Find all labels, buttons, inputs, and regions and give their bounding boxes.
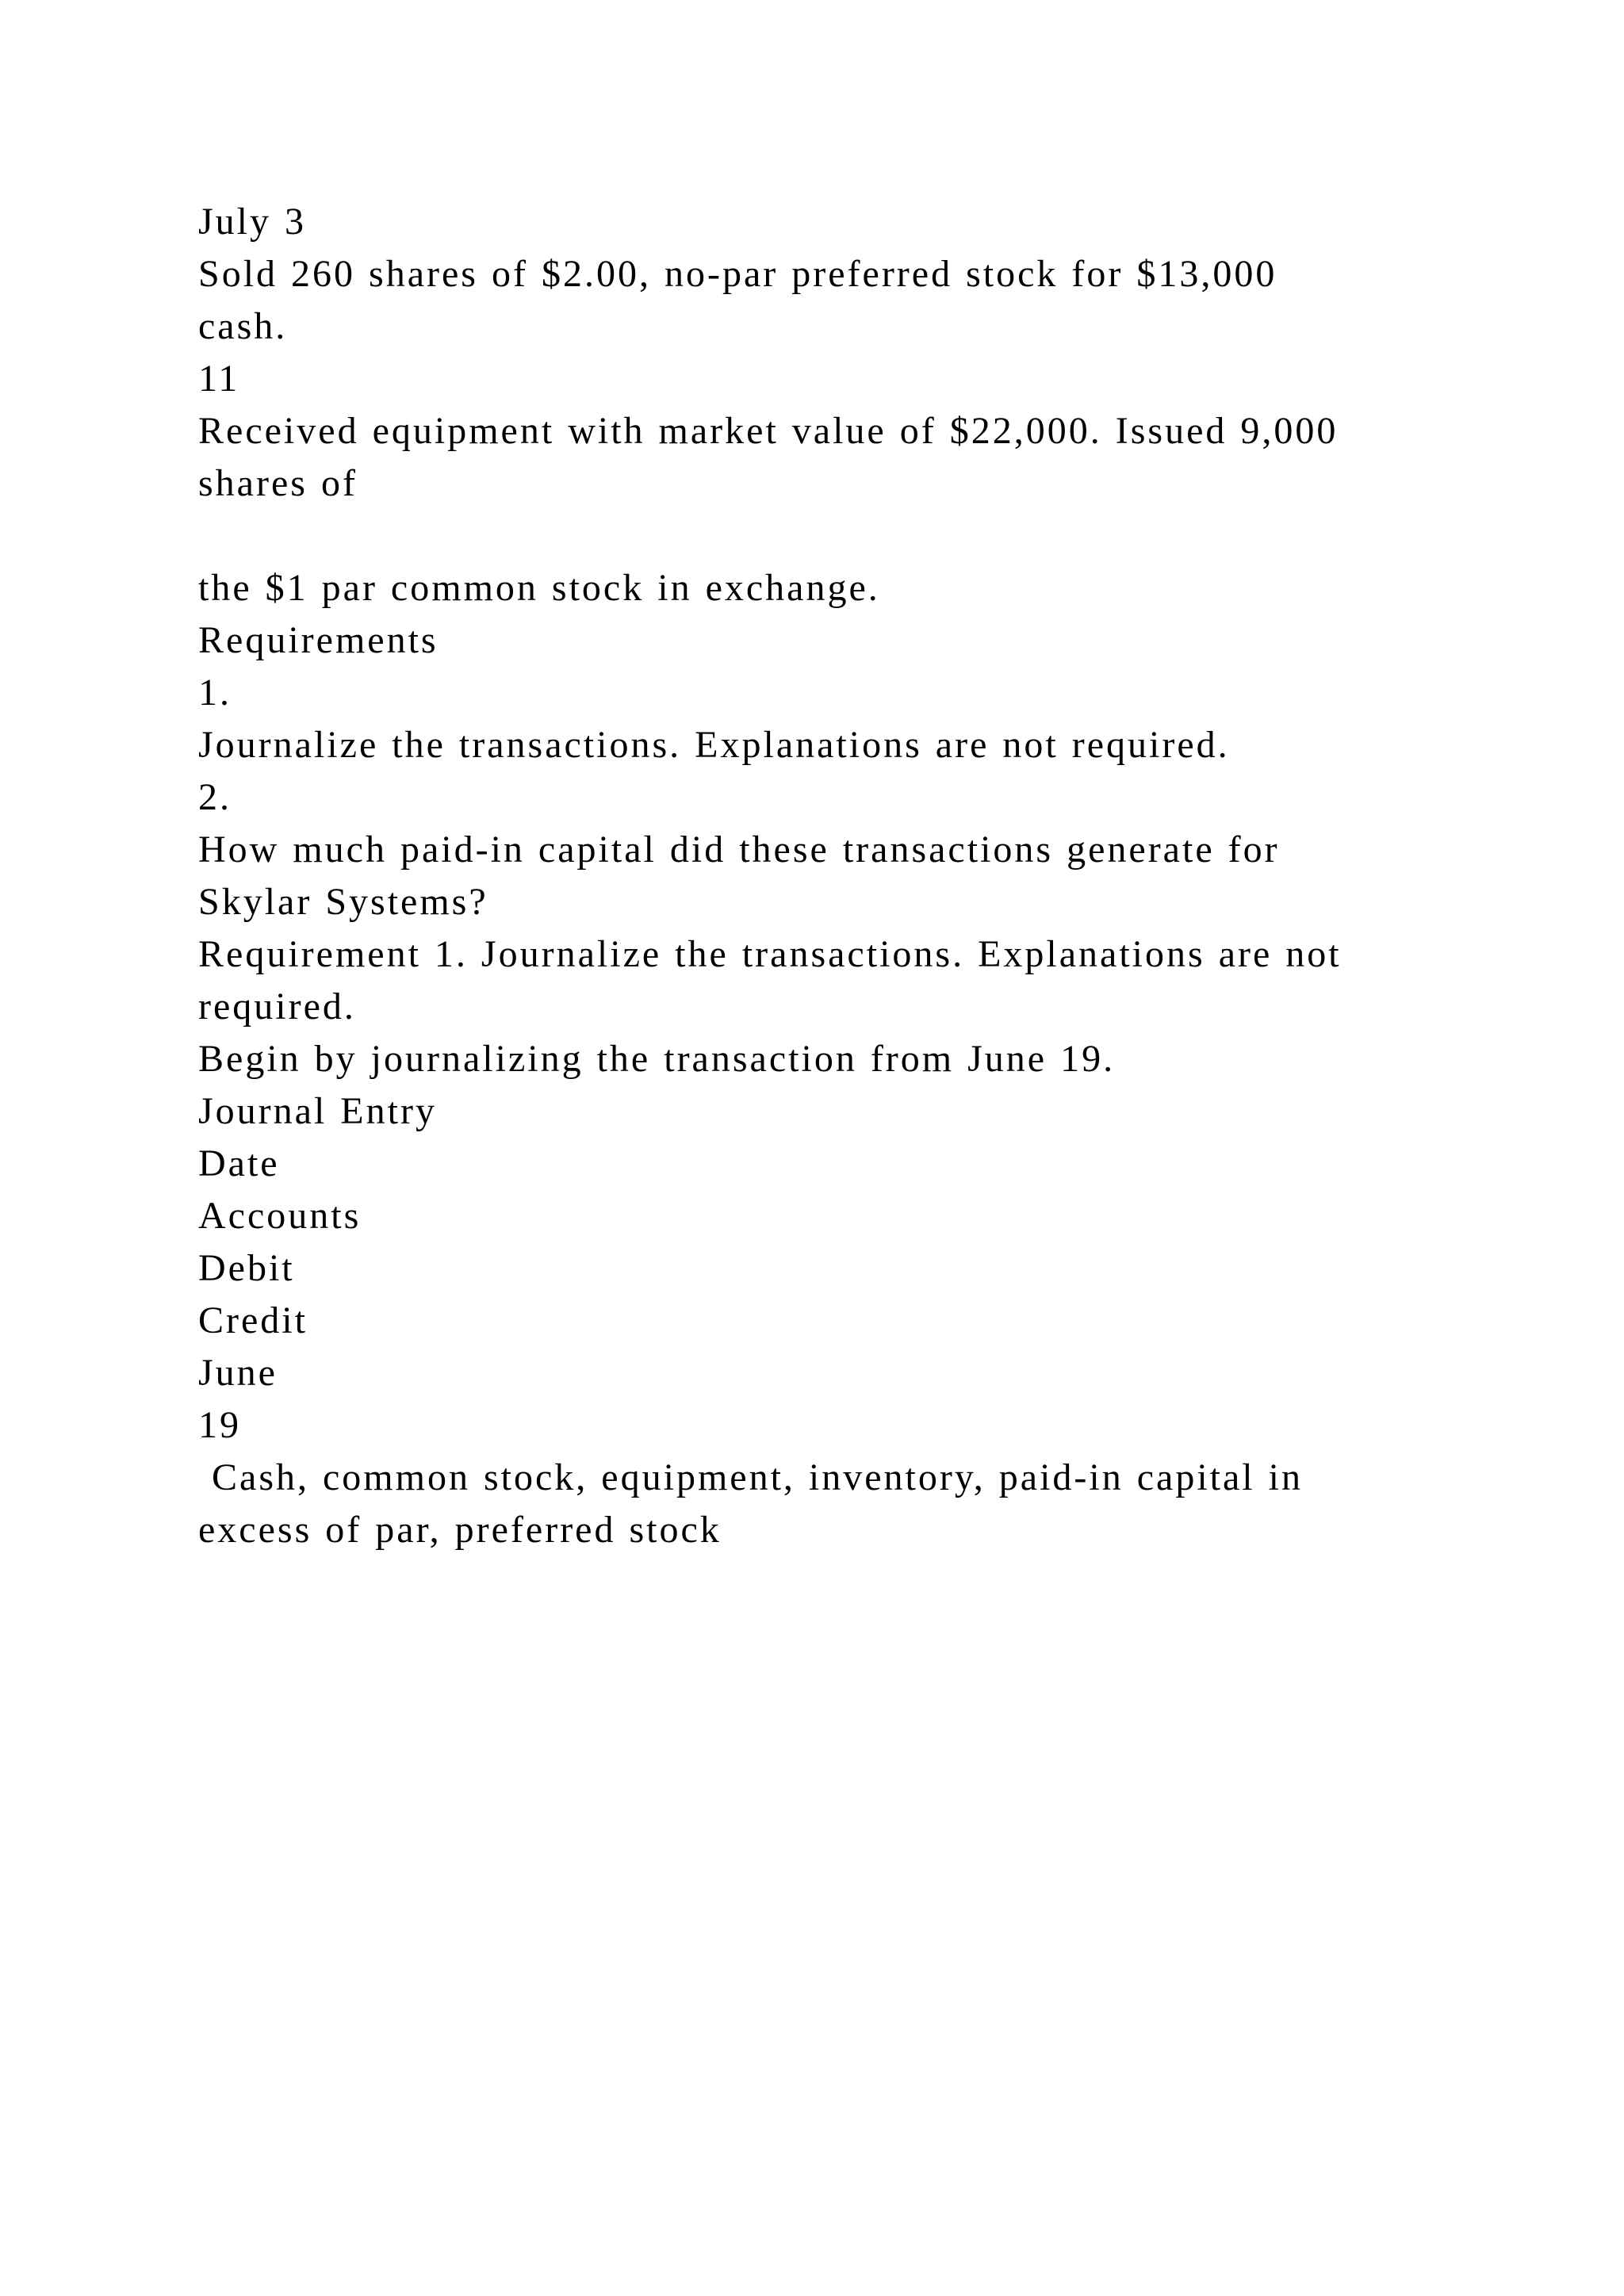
text-line-par-common-stock: the $1 par common stock in exchange. [198,567,880,609]
requirement-number-2: 2. [198,776,232,818]
entry-date-month: June [198,1352,278,1394]
account-options-text-cont: excess of par, preferred stock [198,1509,722,1551]
column-header-date: Date [198,1142,280,1184]
document-text [198,196,1467,1556]
text-line-cash: cash. [198,305,288,347]
journal-entry-heading: Journal Entry [198,1090,437,1132]
text-line-received-equipment: Received equipment with market value of $22,000. Issued 9,000 [198,410,1339,452]
requirement-1-prompt: Requirement 1. Journalize the transactions. Explanations are not [198,933,1342,975]
requirement-2-text-cont: Skylar Systems? [198,881,488,923]
account-options-text: Cash, common stock, equipment, inventory, paid-in capital in [198,1456,1303,1498]
column-header-accounts: Accounts [198,1195,362,1237]
entry-date-day: 19 [198,1404,241,1446]
requirements-heading: Requirements [198,619,439,661]
requirement-1-text: Journalize the transactions. Explanations are not required. [198,724,1230,766]
text-line-shares-of: shares of [198,462,358,504]
requirement-2-text: How much paid-in capital did these transactions generate for [198,828,1280,871]
text-line-date-july-3: July 3 [198,201,307,243]
text-line-date-11: 11 [198,358,240,400]
column-header-debit: Debit [198,1247,295,1289]
column-header-credit: Credit [198,1299,308,1341]
requirement-1-prompt-cont: required. [198,985,356,1027]
requirement-number-1: 1. [198,672,232,714]
instruction-text: Begin by journalizing the transaction from June 19. [198,1038,1116,1080]
text-line-sold-preferred: Sold 260 shares of $2.00, no-par preferred stock for $13,000 [198,253,1277,295]
blank-line [198,510,1467,562]
